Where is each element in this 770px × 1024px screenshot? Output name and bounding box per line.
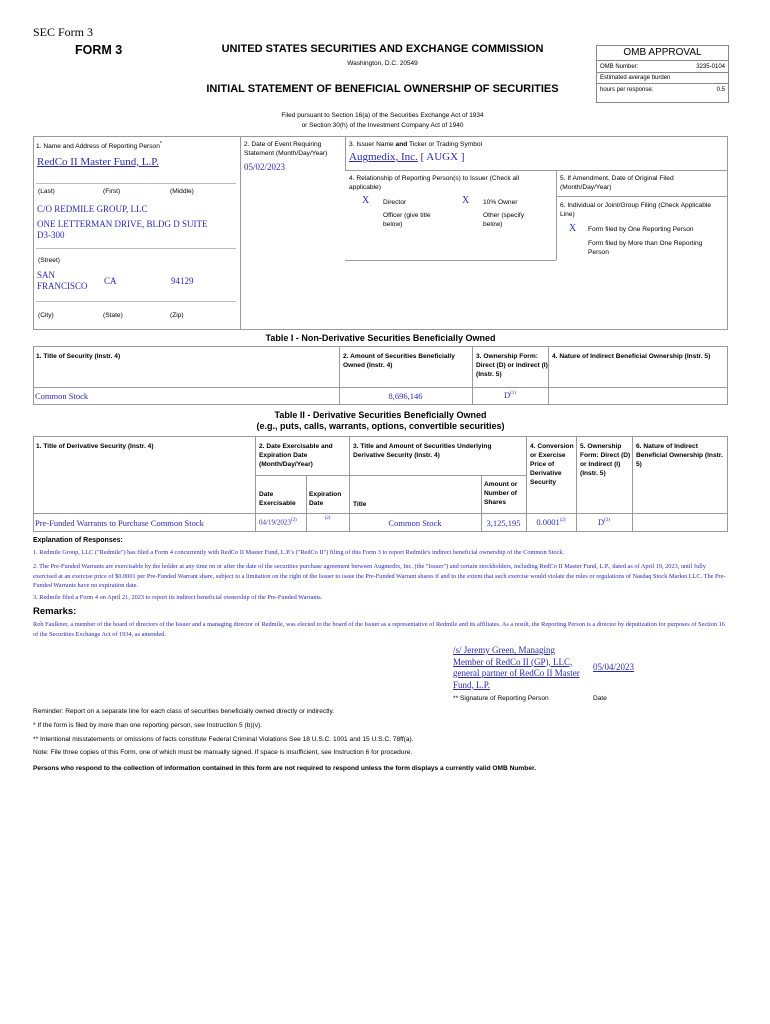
- city-value: SAN FRANCISCO: [37, 270, 88, 291]
- table2-row-exercisable: 04/19/2023$^{(2)}$: [259, 518, 297, 527]
- table2-sub-exercisable: Date Exercisable: [259, 491, 296, 507]
- footer-note2: ** Intentional misstatements or omissions of facts constitute Federal Criminal Violations See 18 U.S.C. 1001 and 15 U.S.C. 78ff(a).: [33, 736, 414, 743]
- signature-label: ** Signature of Reporting Person: [453, 695, 549, 702]
- zip-label: (Zip): [170, 312, 184, 319]
- footer-omb-notice: Persons who respond to the collection of information contained in this form are not required to respond unless the form displays a currently valid OMB Number.: [33, 765, 537, 772]
- table2-col-price: 4. Conversion or Exercise Price of Derivative Security: [530, 443, 574, 486]
- ticker-symbol: AUGX: [426, 151, 459, 163]
- omb-burden-label: Estimated average burden: [600, 75, 671, 81]
- omb-number-value: 3235-0104: [696, 64, 725, 70]
- table2-col-title: 1. Title of Derivative Security (Instr. 4): [36, 443, 154, 450]
- address-line3: D3-300: [37, 230, 65, 240]
- director-label: Director: [383, 199, 407, 206]
- table2-subtitle: (e.g., puts, calls, warrants, options, convertible securities): [256, 421, 505, 431]
- table1-row-form: $D^{(1)}$: [504, 390, 516, 400]
- officer-label: Officer (give title below): [383, 212, 431, 228]
- commission-city: Washington, D.C. 20549: [347, 60, 418, 67]
- box5-label: 5. If Amendment, Date of Original Filed (Month/Day/Year): [560, 175, 674, 191]
- table2-sub-amount: Amount or Number of Shares: [484, 481, 518, 506]
- reporting-person-name[interactable]: RedCo II Master Fund, L.P.: [37, 156, 159, 168]
- omb-hours-value: 0.5: [716, 87, 725, 93]
- one-person-checkmark[interactable]: X: [569, 223, 577, 234]
- table2-sub-expiration: Expiration Date: [309, 491, 342, 507]
- ten-percent-checkmark[interactable]: X: [462, 195, 470, 206]
- table2-row-underlying: Common Stock: [388, 518, 442, 528]
- statement-title: INITIAL STATEMENT OF BENEFICIAL OWNERSHIP OF SECURITIES: [206, 83, 559, 95]
- table2-title: Table II - Derivative Securities Beneficially Owned: [274, 410, 487, 420]
- signature-block: /s/ Jeremy Green, Managing Member of RedCo II (GP), LLC, general partner of RedCo II Master Fund, L.P.: [453, 645, 580, 690]
- date-label: Date: [593, 695, 607, 702]
- table2-col-ownership: 5. Ownership Form: Direct (D) or Indirect (I) (Instr. 5): [580, 443, 631, 477]
- table1-col-ownership: 3. Ownership Form: Direct (D) or Indirect (I) (Instr. 5): [476, 353, 548, 378]
- table2-row-expiration: (2): [324, 516, 331, 521]
- table2-col-nature: 6. Nature of Indirect Beneficial Ownership (Instr. 5): [636, 443, 723, 468]
- explanation-note-2: 2. The Pre-Funded Warrants are exercisable by the holder at any time on or after the date of the securities purchase agreement between Augmedix, Inc. (the "Issuer") and certain stockholders, including RedCo II Master Fund, L.P., dated as of April 19, 2023, until fully exercised at an exercise price of $0.0001 per Pre-Funded Warrant share, subject to a limitation on the right of the Issuer to issue the Pre-Funded Warrant shares if and to the extent that such exercise would violate the rules or regulations of Nasdaq Stock Market LLC. The Pre-Funded Warrants have no expiration date.: [33, 563, 726, 589]
- commission-title: UNITED STATES SECURITIES AND EXCHANGE COMMISSION: [221, 43, 544, 55]
- table1-col-title: 1. Title of Security (Instr. 4): [36, 353, 121, 360]
- box4-label: 4. Relationship of Reporting Person(s) to Issuer (Check all applicable): [349, 175, 520, 191]
- issuer-link[interactable]: Augmedix, Inc.: [349, 151, 418, 163]
- omb-approval-box: [596, 45, 729, 103]
- state-label: (State): [103, 312, 123, 319]
- last-name-label: (Last): [38, 188, 55, 195]
- table1-title: Table I - Non-Derivative Securities Beneficially Owned: [265, 333, 496, 343]
- box3-label: 3. Issuer Name and Ticker or Trading Symbol: [349, 141, 483, 148]
- table1-col-nature: 4. Nature of Indirect Beneficial Ownership (Instr. 5): [552, 353, 711, 360]
- city-label: (City): [38, 312, 54, 319]
- box1-label: 1. Name and Address of Reporting Person*: [36, 141, 162, 151]
- table2-row-form: $D^{(3)}$: [598, 517, 610, 527]
- director-checkmark[interactable]: X: [362, 195, 370, 206]
- footer-note1: * If the form is filed by more than one reporting person, see Instruction 5 (b)(v).: [33, 722, 263, 729]
- signature-date: 05/04/2023: [593, 662, 635, 672]
- sec-form-label: SEC Form 3: [33, 25, 94, 39]
- event-date-value: 05/02/2023: [244, 162, 286, 172]
- zip-value: 94129: [171, 276, 194, 286]
- explanation-heading: Explanation of Responses:: [33, 537, 123, 544]
- explanation-note-1: 1. Redmile Group, LLC ("Redmile") has filed a Form 4 concurrently with RedCo II Master Fund, L.P.'s ("RedCo II") filing of this Form 3 to report Redmile's indirect beneficial ownership of the Common Stock.: [33, 549, 565, 556]
- table2-sub-title: Title: [353, 501, 367, 508]
- state-value: CA: [104, 276, 117, 286]
- issuer-name: Augmedix, Inc. [ AUGX ]: [349, 151, 465, 163]
- box6-label: 6. Individual or Joint/Group Filing (Check Applicable Line): [560, 202, 712, 218]
- address-line2: ONE LETTERMAN DRIVE, BLDG D SUITE: [37, 219, 208, 229]
- table1-row-amount: 8,696,146: [388, 391, 423, 401]
- filed-pursuant-line2: or Section 30(h) of the Investment Company Act of 1940: [301, 122, 464, 129]
- table2-row-price: 0.0001$^{(2)}$: [536, 517, 566, 527]
- footer-note3: Note: File three copies of this Form, one of which must be manually signed. If space is insufficient, see Instruction 6 for procedure.: [33, 749, 413, 756]
- remarks-heading: Remarks:: [33, 606, 77, 617]
- first-name-label: (First): [103, 188, 121, 195]
- omb-number-label: OMB Number:: [600, 64, 639, 70]
- table1-row-title: Common Stock: [35, 391, 89, 401]
- omb-hours-label: hours per response:: [600, 87, 654, 93]
- multi-person-label: Form filed by More than One Reporting Person: [588, 240, 703, 256]
- one-person-label: Form filed by One Reporting Person: [588, 226, 694, 233]
- table2-col-underlying: 3. Title and Amount of Securities Underlying Derivative Security (Instr. 4): [353, 443, 492, 459]
- street-label: (Street): [38, 257, 60, 264]
- remarks-text: Rob Faulkner, a member of the board of directors of the Issuer and a managing director of Redmile, was elected to the board of the Issuer as a representative of Redmile and its affiliates. As a result, the Reporting Person is a director by deputization for purposes of Section 16 of the Securities Exchange Act of 1934, as amended.: [33, 621, 725, 638]
- other-label: Other (specify below): [483, 212, 525, 228]
- table2-row-title: Pre-Funded Warrants to Purchase Common Stock: [35, 518, 204, 528]
- table1-col-amount: 2. Amount of Securities Beneficially Owned (Instr. 4): [343, 353, 455, 369]
- address-line1: C/O REDMILE GROUP, LLC: [37, 204, 148, 214]
- filed-pursuant-line1: Filed pursuant to Section 16(a) of the Securities Exchange Act of 1934: [281, 112, 484, 119]
- table2-col-dates: 2. Date Exercisable and Expiration Date (Month/Day/Year): [259, 443, 333, 468]
- omb-title: OMB APPROVAL: [597, 46, 728, 61]
- ten-percent-owner-label: 10% Owner: [483, 199, 518, 206]
- explanation-note-3: 3. Redmile filed a Form 4 on April 21, 2023 to report its indirect beneficial ownership of the Pre-Funded Warrants.: [33, 594, 323, 601]
- footer-reminder: Reminder: Report on a separate line for each class of securities beneficially owned directly or indirectly.: [33, 708, 335, 715]
- table2-row-shares: 3,125,195: [486, 518, 521, 528]
- box2-label: 2. Date of Event Requiring Statement (Month/Day/Year): [244, 141, 328, 157]
- middle-name-label: (Middle): [170, 188, 194, 195]
- form-title: FORM 3: [75, 43, 123, 57]
